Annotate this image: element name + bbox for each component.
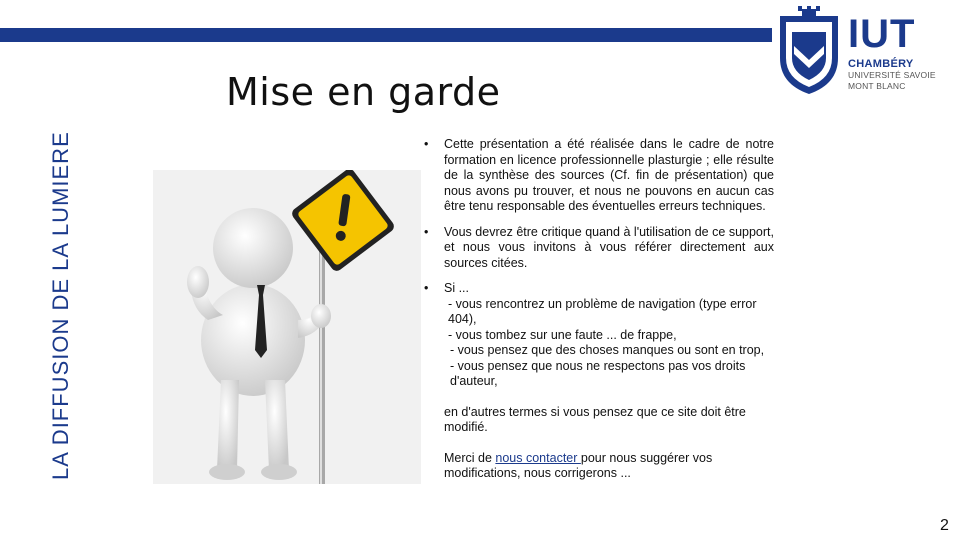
contact-text-before: Merci de — [444, 450, 496, 465]
warning-illustration — [153, 170, 421, 484]
bullet-critical — [424, 225, 774, 272]
bullet-dot: • — [424, 137, 429, 151]
logo-university-1: UNIVERSITÉ SAVOIE — [848, 70, 936, 80]
list-item: - vous tombez sur une faute ... de frappe, — [448, 327, 677, 342]
header-bar — [0, 28, 780, 42]
paragraph-modification: en d'autres termes si vous pensez que ce site doit être modifié. — [444, 404, 746, 434]
bullet-dot: • — [424, 224, 429, 239]
slide-title: Mise en garde — [226, 70, 501, 114]
page-number: 2 — [940, 517, 949, 534]
content-block — [424, 137, 774, 482]
logo-iut: IUT — [848, 12, 916, 56]
list-item: - vous rencontrez un problème de navigation (type error 404), — [448, 296, 757, 326]
vertical-section-title: LA DIFFUSION DE LA LUMIERE — [48, 131, 73, 480]
paragraph-contact — [424, 451, 774, 482]
bullet-if — [424, 281, 774, 390]
list-item: - vous pensez que nous ne respectons pas vos droits d'auteur, — [450, 358, 746, 388]
bullet-text: Vous devrez être critique quand à l'utilisation de ce support, et nous vous invitons à vous référer directement aux sources citées. — [444, 224, 774, 270]
warning-sign-figure-icon — [153, 170, 421, 484]
bullet-disclaimer — [424, 137, 774, 215]
bullet-intro: Si ... — [444, 281, 470, 295]
contact-text-after: pour nous suggérer vos modifications, nous corrigerons ... — [444, 450, 713, 480]
logo-university-2: MONT BLANC — [848, 81, 906, 91]
list-item: - vous pensez que des choses manques ou sont en trop, — [450, 343, 765, 357]
bullet-dot: • — [424, 281, 429, 295]
contact-link[interactable]: nous contacter — [495, 450, 581, 465]
bullet-text: Cette présentation a été réalisée dans le cadre de notre formation en licence professionnelle plasturgie ; elle résulte de la synthèse des sources (Cf. fin de présentation) que nous avons pu trouver, et nous ne pouvons en aucun cas être tenu responsable des éventuelles erreurs techniques. — [444, 137, 774, 213]
logo-city: CHAMBÉRY — [848, 58, 914, 70]
logo-text — [848, 14, 958, 92]
